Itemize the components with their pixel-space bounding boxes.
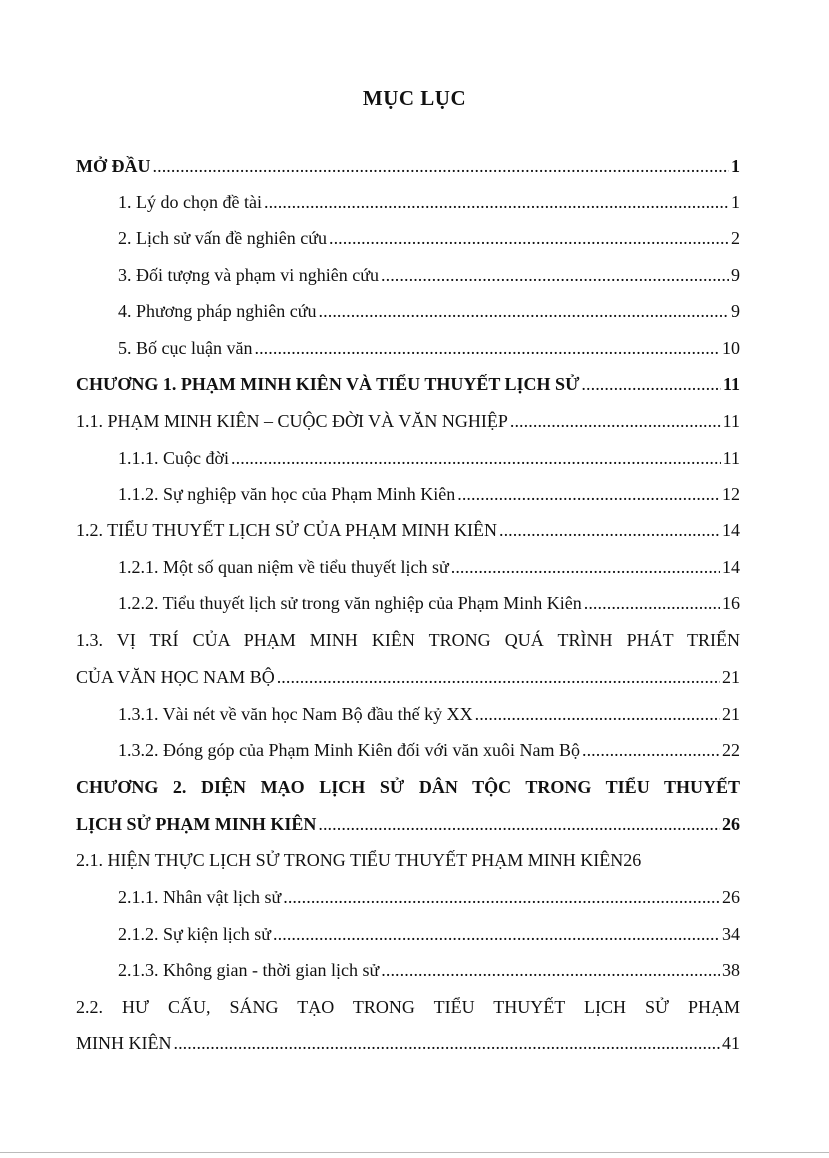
dot-leader: [318, 811, 720, 837]
toc-entry: [118, 701, 740, 727]
toc-entry-text: 1.1.1. Cuộc đời: [118, 448, 230, 468]
toc-entry: [118, 481, 740, 507]
page-edge: [0, 1152, 829, 1153]
toc-page-number: 26: [722, 814, 740, 834]
toc-page-number: 1: [731, 192, 740, 212]
toc-page-number: 1: [731, 156, 740, 176]
toc-entry: [76, 408, 740, 434]
toc-entry-text: 1.2.2. Tiểu thuyết lịch sử trong văn nghiệp của Phạm Minh Kiên: [118, 593, 582, 613]
toc-entry: [76, 517, 740, 543]
toc-page-number: 34: [722, 924, 740, 944]
toc-entry-text: 1.1.2. Sự nghiệp văn học của Phạm Minh Kiên: [118, 484, 456, 504]
dot-leader: [264, 189, 729, 215]
toc-entry: [76, 1030, 740, 1056]
toc-entry-text: 2.1.3. Không gian - thời gian lịch sử: [118, 960, 380, 980]
toc-entry: [118, 921, 740, 947]
toc-entry-text: 2. Lịch sử vấn đề nghiên cứu: [118, 228, 327, 248]
dot-leader: [283, 884, 720, 910]
toc-page-number: 14: [722, 520, 740, 540]
toc-entry: [76, 664, 740, 690]
dot-leader: [381, 957, 720, 983]
toc-page-number: 14: [722, 557, 740, 577]
dot-leader: [510, 408, 721, 434]
toc-entry: [118, 335, 740, 361]
toc-page-number: 9: [731, 301, 740, 321]
dot-leader: [254, 335, 720, 361]
toc-entry: [76, 153, 740, 179]
toc-entry: [76, 811, 740, 837]
toc-entry-text: 1. Lý do chọn đề tài: [118, 192, 262, 212]
toc-page-number: 26: [722, 887, 740, 907]
toc-entry-text: MINH KIÊN: [76, 1033, 172, 1053]
toc-entry-text: 1.3.1. Vài nét về văn học Nam Bộ đầu thế kỷ XX: [118, 704, 473, 724]
toc-entry: [118, 298, 740, 324]
dot-leader: [457, 481, 720, 507]
toc-entry: [76, 371, 740, 397]
dot-leader: [173, 1030, 720, 1056]
toc-page-number: 38: [722, 960, 740, 980]
dot-leader: [153, 153, 730, 179]
toc-entry: [118, 445, 740, 471]
toc-entry-text: 1.2. TIỂU THUYẾT LỊCH SỬ CỦA PHẠM MINH KIÊN: [76, 520, 497, 540]
toc-entry-line1: 1.3. VỊ TRÍ CỦA PHẠM MINH KIÊN TRONG QUÁ TRÌNH PHÁT TRIỂN: [76, 630, 740, 650]
toc-entry-text: MỞ ĐẦU: [76, 156, 151, 176]
dot-leader: [381, 262, 729, 288]
dot-leader: [584, 590, 720, 616]
dot-leader: [475, 701, 720, 727]
toc-entry: [118, 957, 740, 983]
toc-entry-text: 1.3.2. Đóng góp của Phạm Minh Kiên đối với văn xuôi Nam Bộ: [118, 740, 580, 760]
toc-entry: [118, 590, 740, 616]
dot-leader: [319, 298, 729, 324]
toc-entry-text: 2.1. HIỆN THỰC LỊCH SỬ TRONG TIỂU THUYẾT PHẠM MINH KIÊN26: [76, 850, 642, 870]
toc-page-number: 11: [722, 448, 740, 468]
toc-page-number: 21: [722, 667, 740, 687]
dot-leader: [277, 664, 720, 690]
toc-page-number: 2: [731, 228, 740, 248]
toc-entry-text: 3. Đối tượng và phạm vi nghiên cứu: [118, 265, 379, 285]
toc-entry: [118, 737, 740, 763]
dot-leader: [451, 554, 720, 580]
toc-entry-line1: CHƯƠNG 2. DIỆN MẠO LỊCH SỬ DÂN TỘC TRONG TIỂU THUYẾT: [76, 777, 740, 797]
toc-entry-text: 1.1. PHẠM MINH KIÊN – CUỘC ĐỜI VÀ VĂN NGHIỆP: [76, 411, 508, 431]
toc-entry: [118, 225, 740, 251]
dot-leader: [499, 517, 720, 543]
toc-page-number: 10: [722, 338, 740, 358]
toc-page-number: 11: [722, 374, 740, 394]
toc-entry: [118, 884, 740, 910]
toc-entry-text: 2.1.1. Nhân vật lịch sử: [118, 887, 282, 907]
toc-page-number: 11: [722, 411, 740, 431]
dot-leader: [231, 445, 721, 471]
toc-entry: [118, 189, 740, 215]
toc-entry-text: CỦA VĂN HỌC NAM BỘ: [76, 667, 275, 687]
toc-page-number: 12: [722, 484, 740, 504]
toc-entry-text: 1.2.1. Một số quan niệm về tiểu thuyết lịch sử: [118, 557, 449, 577]
toc-entry-line1: 2.2. HƯ CẤU, SÁNG TẠO TRONG TIỂU THUYẾT LỊCH SỬ PHẠM: [76, 997, 740, 1017]
toc-entry-text: CHƯƠNG 1. PHẠM MINH KIÊN VÀ TIỂU THUYẾT LỊCH SỬ: [76, 374, 580, 394]
toc-entry-text: 5. Bố cục luận văn: [118, 338, 253, 358]
dot-leader: [273, 921, 720, 947]
toc-entry-text: 2.1.2. Sự kiện lịch sử: [118, 924, 272, 944]
toc-page-number: 41: [722, 1033, 740, 1053]
toc-page-number: 9: [731, 265, 740, 285]
toc-page-number: 16: [722, 593, 740, 613]
toc-page-number: 21: [722, 704, 740, 724]
dot-leader: [582, 737, 720, 763]
toc-entry: [76, 847, 740, 873]
dot-leader: [329, 225, 729, 251]
toc-entry-text: LỊCH SỬ PHẠM MINH KIÊN: [76, 814, 317, 834]
toc-entry: [118, 554, 740, 580]
toc-page-number: 22: [722, 740, 740, 760]
toc-entry: [118, 262, 740, 288]
page-title: MỤC LỤC: [362, 86, 467, 110]
dot-leader: [581, 371, 721, 397]
toc-entry-text: 4. Phương pháp nghiên cứu: [118, 301, 317, 321]
